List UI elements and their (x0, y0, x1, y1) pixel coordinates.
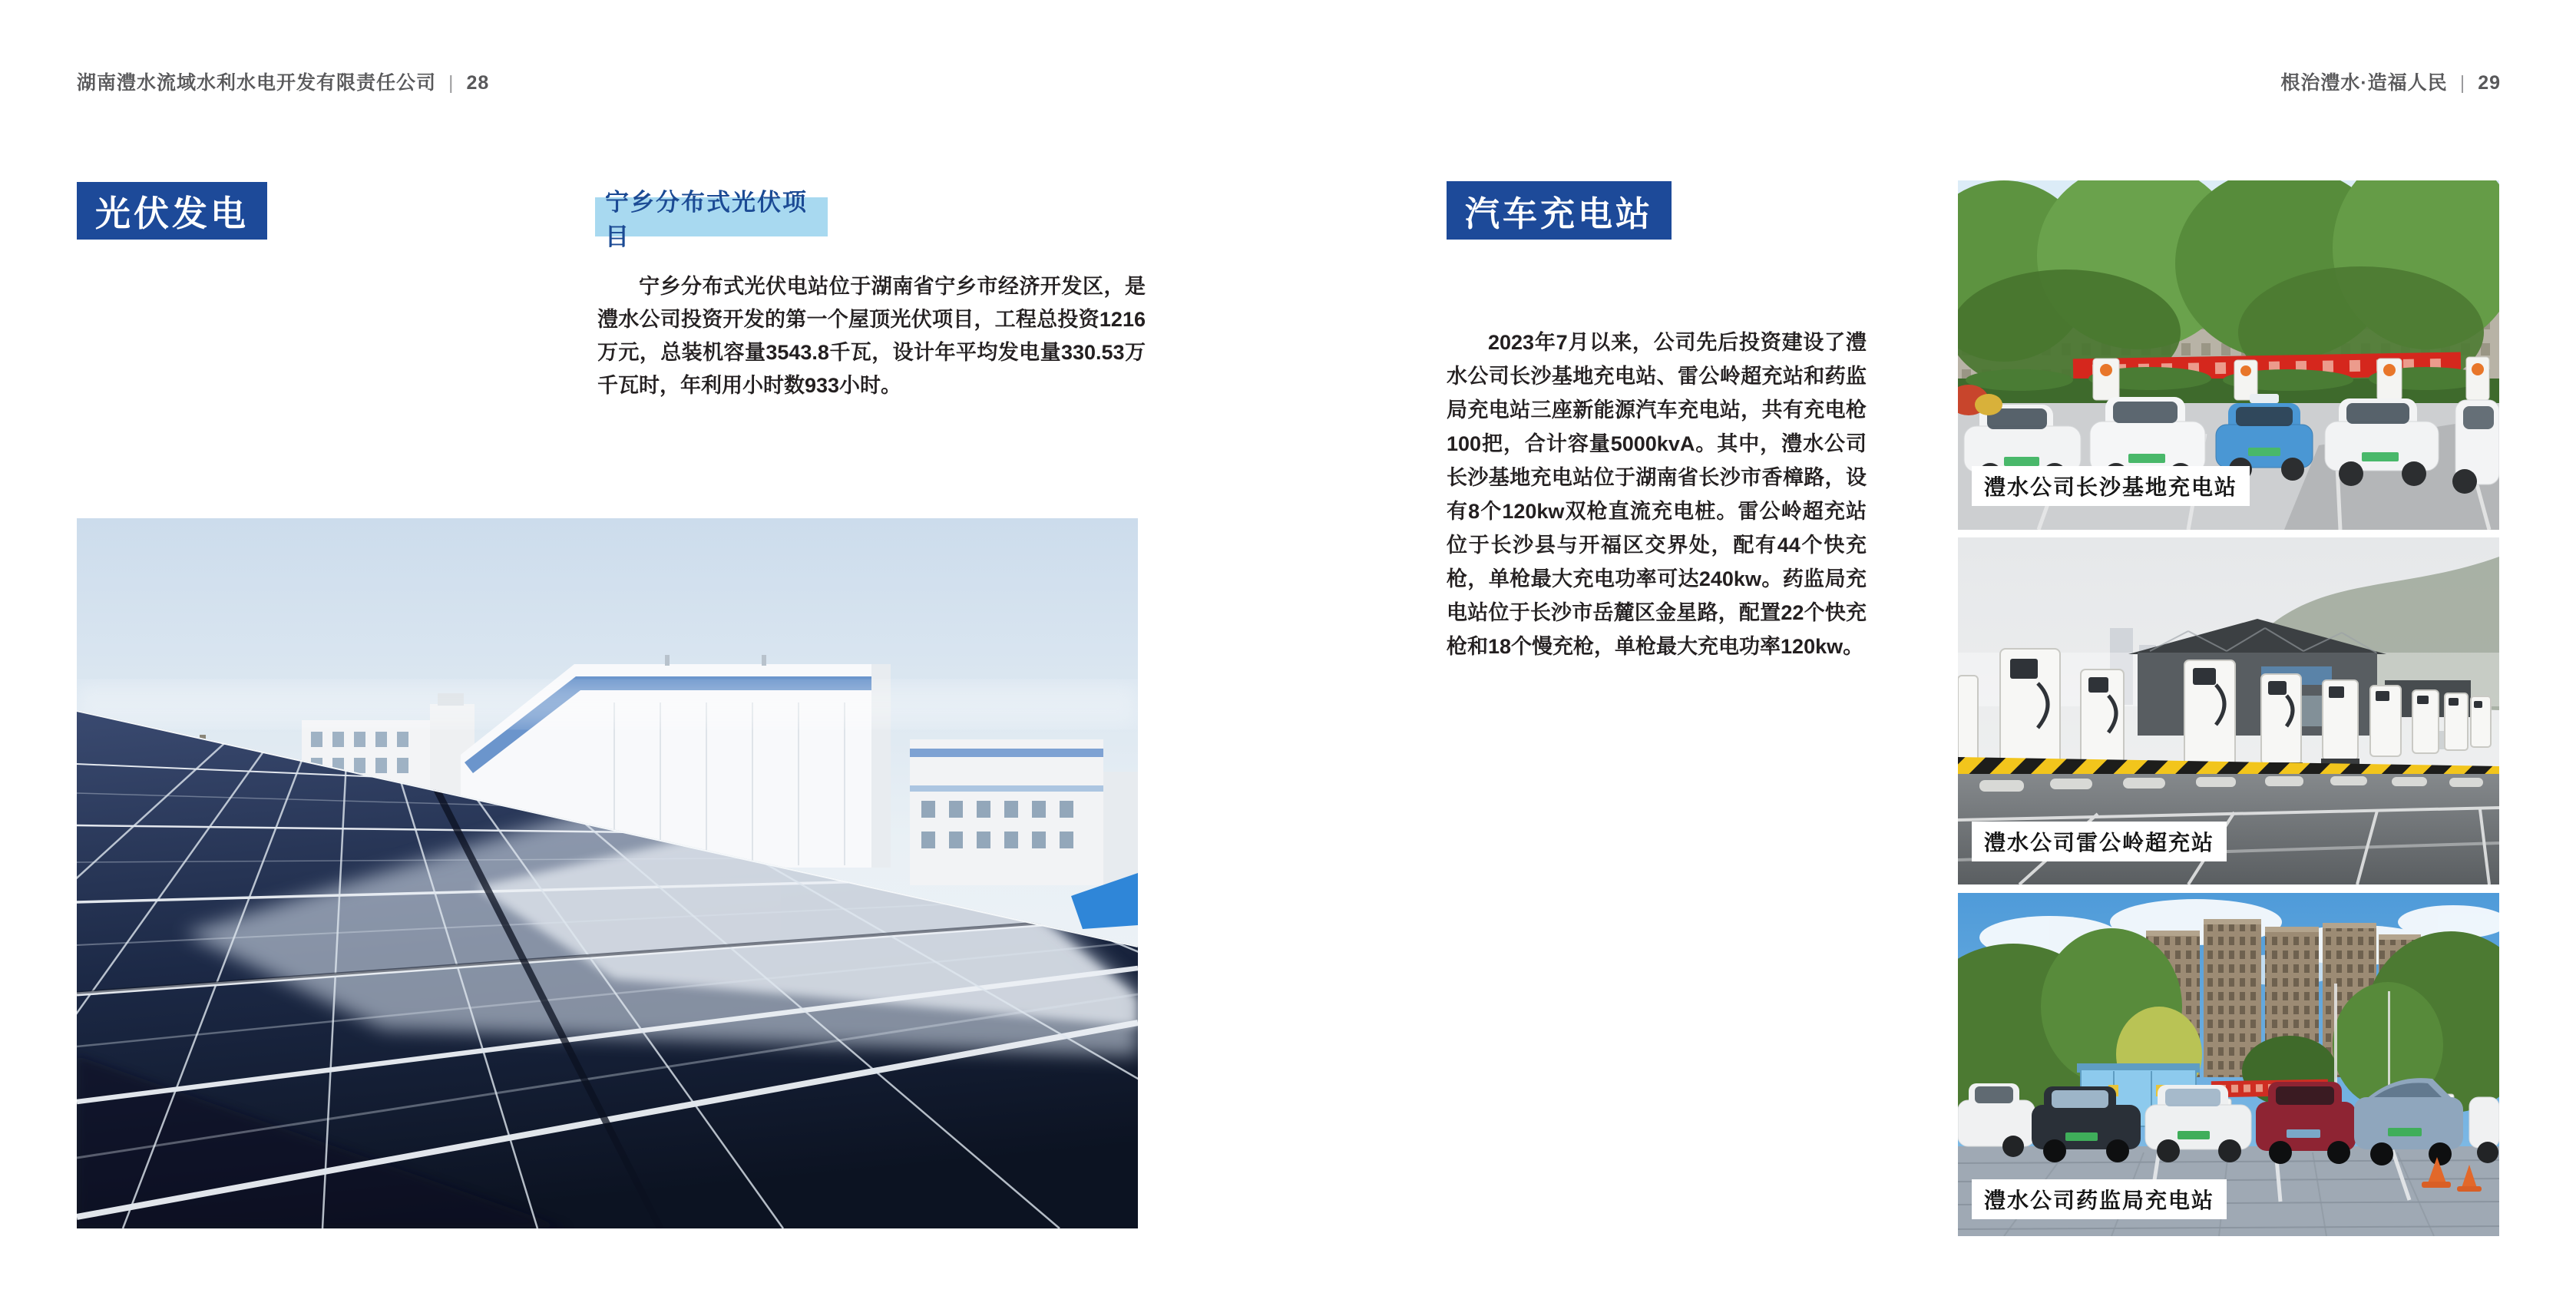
section-title-ev-charging: 汽车充电站 (1447, 181, 1672, 240)
photo-leigongling-station (1958, 537, 2499, 884)
photo-rooftop-solar-array (77, 518, 1138, 1228)
white-suv-right (2452, 400, 2499, 494)
slogan: 根治澧水·造福人民 (2280, 72, 2448, 94)
ev-paragraph: 2023年7月以来，公司先后投资建设了澧水公司长沙基地充电站、雷公岭超充站和药监局充电站三座新能源汽车充电站，共有充电枪100把，合计容量5000kvA。其中，澧水公司长沙基地充电站位于湖南省长沙市香樟路，设有8个120kw双枪直流充电桩。雷公岭超充站位于长沙县与开福区交界处，配有44个快充枪，单枪最大充电功率可达240kw。药监局充电站位于长沙市岳麓区金星路，配置22个快充枪和18个慢充枪，单枪最大充电功率120kw。 (1447, 331, 1867, 658)
left-page-number: 28 (466, 72, 490, 94)
header-separator: | (448, 72, 455, 94)
right-page-header (2280, 68, 2501, 95)
right-page-number: 29 (2478, 72, 2501, 94)
company-name: 湖南澧水流域水利水电开发有限责任公司 (77, 72, 437, 94)
section-title-photovoltaic: 光伏发电 (77, 182, 267, 240)
photo-caption: 澧水公司长沙基地充电站 (1972, 466, 2250, 506)
header-separator: | (2459, 72, 2466, 94)
photo-caption: 澧水公司药监局充电站 (1972, 1179, 2227, 1219)
photo-yaojianju-station (1958, 893, 2499, 1236)
solar-photo-illustration (77, 518, 1138, 1228)
pv-paragraph: 宁乡分布式光伏电站位于湖南省宁乡市经济开发区，是澧水公司投资开发的第一个屋顶光伏项目，工程总投资1216万元，总装机容量3543.8千瓦，设计年平均发电量330.53万千瓦时，年利用小时数933小时。 (597, 275, 1146, 397)
left-page-header (77, 68, 489, 95)
subsection-title-ningxiang-pv: 宁乡分布式光伏项目 (595, 197, 828, 236)
photo-caption: 澧水公司雷公岭超充站 (1972, 822, 2227, 861)
photo-changsha-base-station (1958, 180, 2499, 530)
